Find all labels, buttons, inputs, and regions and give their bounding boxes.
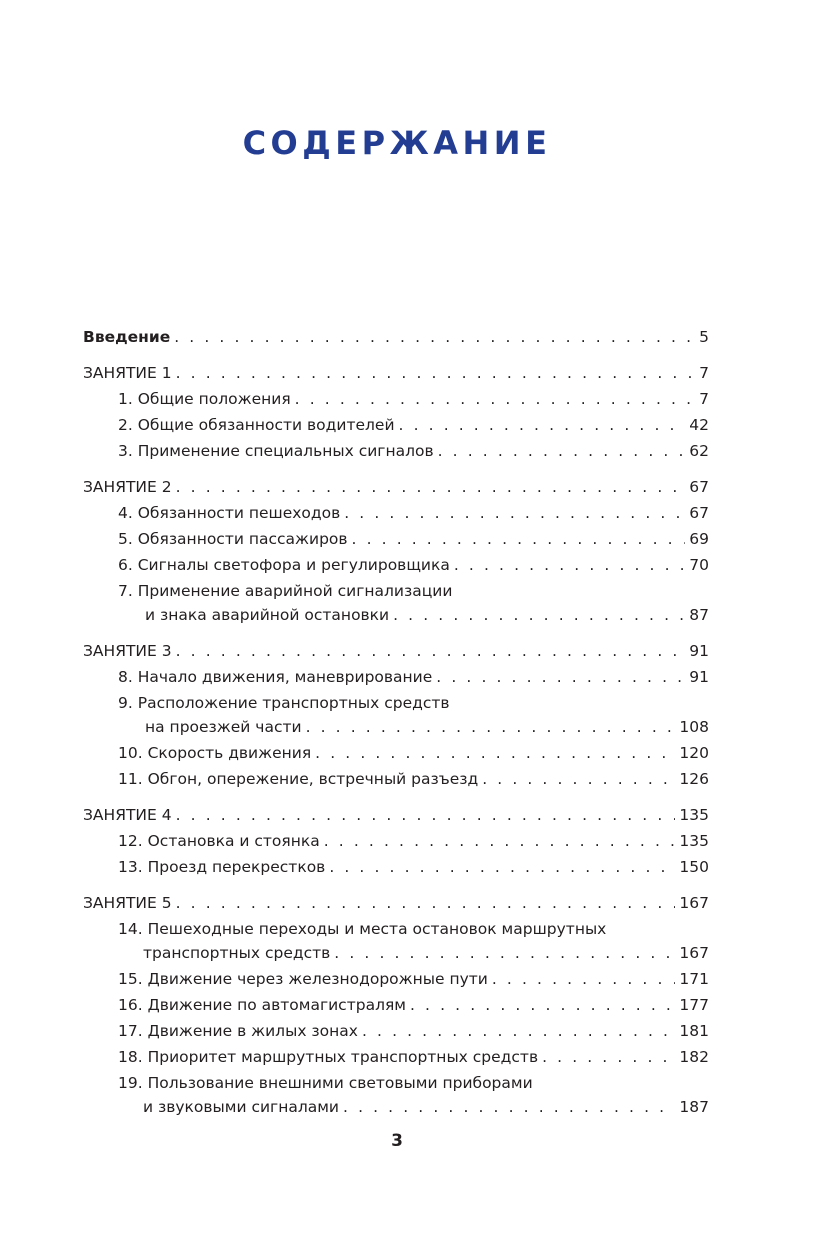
toc-item-title: Применение аварийной сигнализации (137, 582, 453, 600)
leader-dots (438, 442, 686, 460)
toc-item-number: 9. (118, 694, 133, 712)
toc-item[interactable] (83, 416, 709, 442)
leader-dots (492, 970, 676, 988)
toc-intro-label: Введение (83, 328, 171, 346)
toc-item-title: Движение через железнодорожные пути (147, 970, 488, 988)
toc-item-page: 126 (679, 770, 709, 788)
toc-item-title: Проезд перекрестков (147, 858, 326, 876)
toc-item[interactable] (83, 530, 709, 556)
toc-item-page: 91 (689, 668, 709, 686)
toc-item-title: Скорость движения (147, 744, 312, 762)
toc-item[interactable] (83, 1022, 709, 1048)
toc-section-label: ЗАНЯТИЕ 4 (83, 806, 172, 824)
toc-item[interactable] (83, 832, 709, 858)
toc-section-label: ЗАНЯТИЕ 2 (83, 478, 172, 496)
toc-item-number: 7. (118, 582, 133, 600)
toc-section[interactable] (83, 894, 709, 920)
leader-dots (436, 668, 685, 686)
toc-item-title-cont: транспортных средств (143, 944, 331, 962)
toc-item-title-wrap (118, 442, 434, 460)
toc-section[interactable] (83, 642, 709, 668)
leader-dots (174, 328, 695, 346)
toc-section[interactable] (83, 364, 709, 390)
leader-dots (344, 504, 685, 522)
leader-dots (176, 806, 676, 824)
toc-item[interactable] (83, 556, 709, 582)
toc-section[interactable] (83, 478, 709, 504)
section-gap (83, 468, 709, 478)
page-title: СОДЕРЖАНИЕ (242, 124, 552, 162)
toc-item-title-wrap (118, 556, 450, 574)
toc-item-page: 87 (689, 606, 709, 624)
leader-dots (176, 478, 686, 496)
toc-item-title-cont: на проезжей части (145, 718, 302, 736)
toc-item-first-line[interactable] (83, 1074, 709, 1098)
toc-item-title-wrap (118, 996, 406, 1014)
toc-item-page: 150 (679, 858, 709, 876)
leader-dots (295, 390, 695, 408)
toc-item-first-line[interactable] (83, 582, 709, 606)
toc-item-number: 13. (118, 858, 143, 876)
section-gap (83, 354, 709, 364)
leader-dots (362, 1022, 675, 1040)
toc-section-page: 135 (679, 806, 709, 824)
toc-item-number: 3. (118, 442, 133, 460)
toc-item-title-wrap (118, 832, 320, 850)
toc-item-page: 108 (679, 718, 709, 736)
toc-item-number: 17. (118, 1022, 143, 1040)
toc-item-page: 182 (679, 1048, 709, 1066)
toc-item-title: Обязанности пассажиров (137, 530, 348, 548)
toc-item-number: 18. (118, 1048, 143, 1066)
toc-item[interactable] (83, 996, 709, 1022)
toc-item-number: 19. (118, 1074, 143, 1092)
toc-item[interactable] (83, 744, 709, 770)
toc-item-title-wrap (118, 744, 311, 762)
toc-item-title-wrap (118, 416, 395, 434)
toc-item-title: Обгон, опережение, встречный разъезд (147, 770, 479, 788)
toc-item-number: 14. (118, 920, 143, 938)
toc-item-number: 2. (118, 416, 133, 434)
toc-item-page: 69 (689, 530, 709, 548)
toc-item[interactable] (83, 858, 709, 884)
leader-dots (482, 770, 675, 788)
toc-item-title: Расположение транспортных средств (137, 694, 450, 712)
leader-dots (306, 718, 676, 736)
toc-item[interactable] (83, 1048, 709, 1074)
toc-item-title-wrap (118, 530, 348, 548)
toc-section-label: ЗАНЯТИЕ 3 (83, 642, 172, 660)
leader-dots (399, 416, 686, 434)
toc-section-page: 167 (679, 894, 709, 912)
toc-item-title: Сигналы светофора и регулировщика (137, 556, 450, 574)
leader-dots (343, 1098, 675, 1116)
toc-item-title: Общие обязанности водителей (137, 416, 395, 434)
toc-item-title: Остановка и стоянка (147, 832, 320, 850)
toc-item-title: Пешеходные переходы и места остановок маршрутных (147, 920, 607, 938)
leader-dots (454, 556, 685, 574)
toc-item[interactable] (83, 770, 709, 796)
toc-item[interactable] (83, 504, 709, 530)
toc-item-number: 1. (118, 390, 133, 408)
toc-item-page: 135 (679, 832, 709, 850)
toc-section-label: ЗАНЯТИЕ 5 (83, 894, 172, 912)
leader-dots (542, 1048, 675, 1066)
toc-section[interactable] (83, 806, 709, 832)
toc-item-title-wrap (118, 668, 432, 686)
toc-item-title: Обязанности пешеходов (137, 504, 341, 522)
toc-item-title: Начало движения, маневрирование (137, 668, 433, 686)
leader-dots (324, 832, 676, 850)
leader-dots (410, 996, 675, 1014)
toc-item-title-wrap (118, 390, 291, 408)
leader-dots (329, 858, 675, 876)
leader-dots (334, 944, 675, 962)
table-of-contents (83, 328, 709, 1124)
toc-item-page: 171 (679, 970, 709, 988)
toc-item-title: Движение в жилых зонах (147, 1022, 358, 1040)
toc-item-title: Общие положения (137, 390, 291, 408)
toc-item-title-wrap (118, 970, 488, 988)
toc-item[interactable] (83, 442, 709, 468)
section-gap (83, 884, 709, 894)
toc-item[interactable] (83, 970, 709, 996)
toc-item[interactable] (83, 718, 709, 744)
leader-dots (176, 894, 676, 912)
toc-section-page: 7 (699, 364, 709, 382)
leader-dots (352, 530, 686, 548)
toc-item-number: 16. (118, 996, 143, 1014)
toc-item[interactable] (83, 944, 709, 970)
toc-item-first-line[interactable] (83, 694, 709, 718)
toc-item-page: 120 (679, 744, 709, 762)
toc-item-number: 11. (118, 770, 143, 788)
toc-item-page: 167 (679, 944, 709, 962)
toc-item-number: 12. (118, 832, 143, 850)
toc-item-number: 4. (118, 504, 133, 522)
toc-item-number: 6. (118, 556, 133, 574)
toc-intro[interactable] (83, 328, 709, 354)
toc-item-title: Пользование внешними световыми приборами (147, 1074, 533, 1092)
leader-dots (176, 364, 696, 382)
toc-section-page: 67 (689, 478, 709, 496)
toc-item-number: 15. (118, 970, 143, 988)
toc-item-page: 177 (679, 996, 709, 1014)
toc-item-page: 181 (679, 1022, 709, 1040)
toc-item-title-wrap (118, 1048, 538, 1066)
toc-item[interactable] (83, 390, 709, 416)
toc-item-page: 70 (689, 556, 709, 574)
toc-item-page: 42 (689, 416, 709, 434)
leader-dots (393, 606, 685, 624)
toc-item[interactable] (83, 668, 709, 694)
toc-item-first-line[interactable] (83, 920, 709, 944)
page-number: 3 (391, 1131, 403, 1151)
toc-section-page: 91 (689, 642, 709, 660)
toc-item-title-wrap (118, 770, 478, 788)
toc-item-title: Применение специальных сигналов (137, 442, 434, 460)
leader-dots (176, 642, 686, 660)
section-gap (83, 632, 709, 642)
leader-dots (315, 744, 675, 762)
toc-item[interactable] (83, 606, 709, 632)
toc-item-page: 62 (689, 442, 709, 460)
toc-item-title-cont: и звуковыми сигналами (143, 1098, 340, 1116)
toc-item-title-wrap (118, 858, 325, 876)
toc-item-title: Приоритет маршрутных транспортных средств (147, 1048, 539, 1066)
toc-item-page: 67 (689, 504, 709, 522)
toc-item[interactable] (83, 1098, 709, 1124)
section-gap (83, 796, 709, 806)
toc-item-title-wrap (118, 1022, 358, 1040)
toc-section-label: ЗАНЯТИЕ 1 (83, 364, 172, 382)
toc-item-page: 187 (679, 1098, 709, 1116)
toc-item-number: 10. (118, 744, 143, 762)
toc-item-number: 5. (118, 530, 133, 548)
toc-item-title-wrap (118, 504, 340, 522)
toc-item-title-cont: и знака аварийной остановки (145, 606, 390, 624)
toc-item-page: 7 (699, 390, 709, 408)
toc-intro-page: 5 (699, 328, 709, 346)
toc-item-title: Движение по автомагистралям (147, 996, 406, 1014)
toc-item-number: 8. (118, 668, 133, 686)
